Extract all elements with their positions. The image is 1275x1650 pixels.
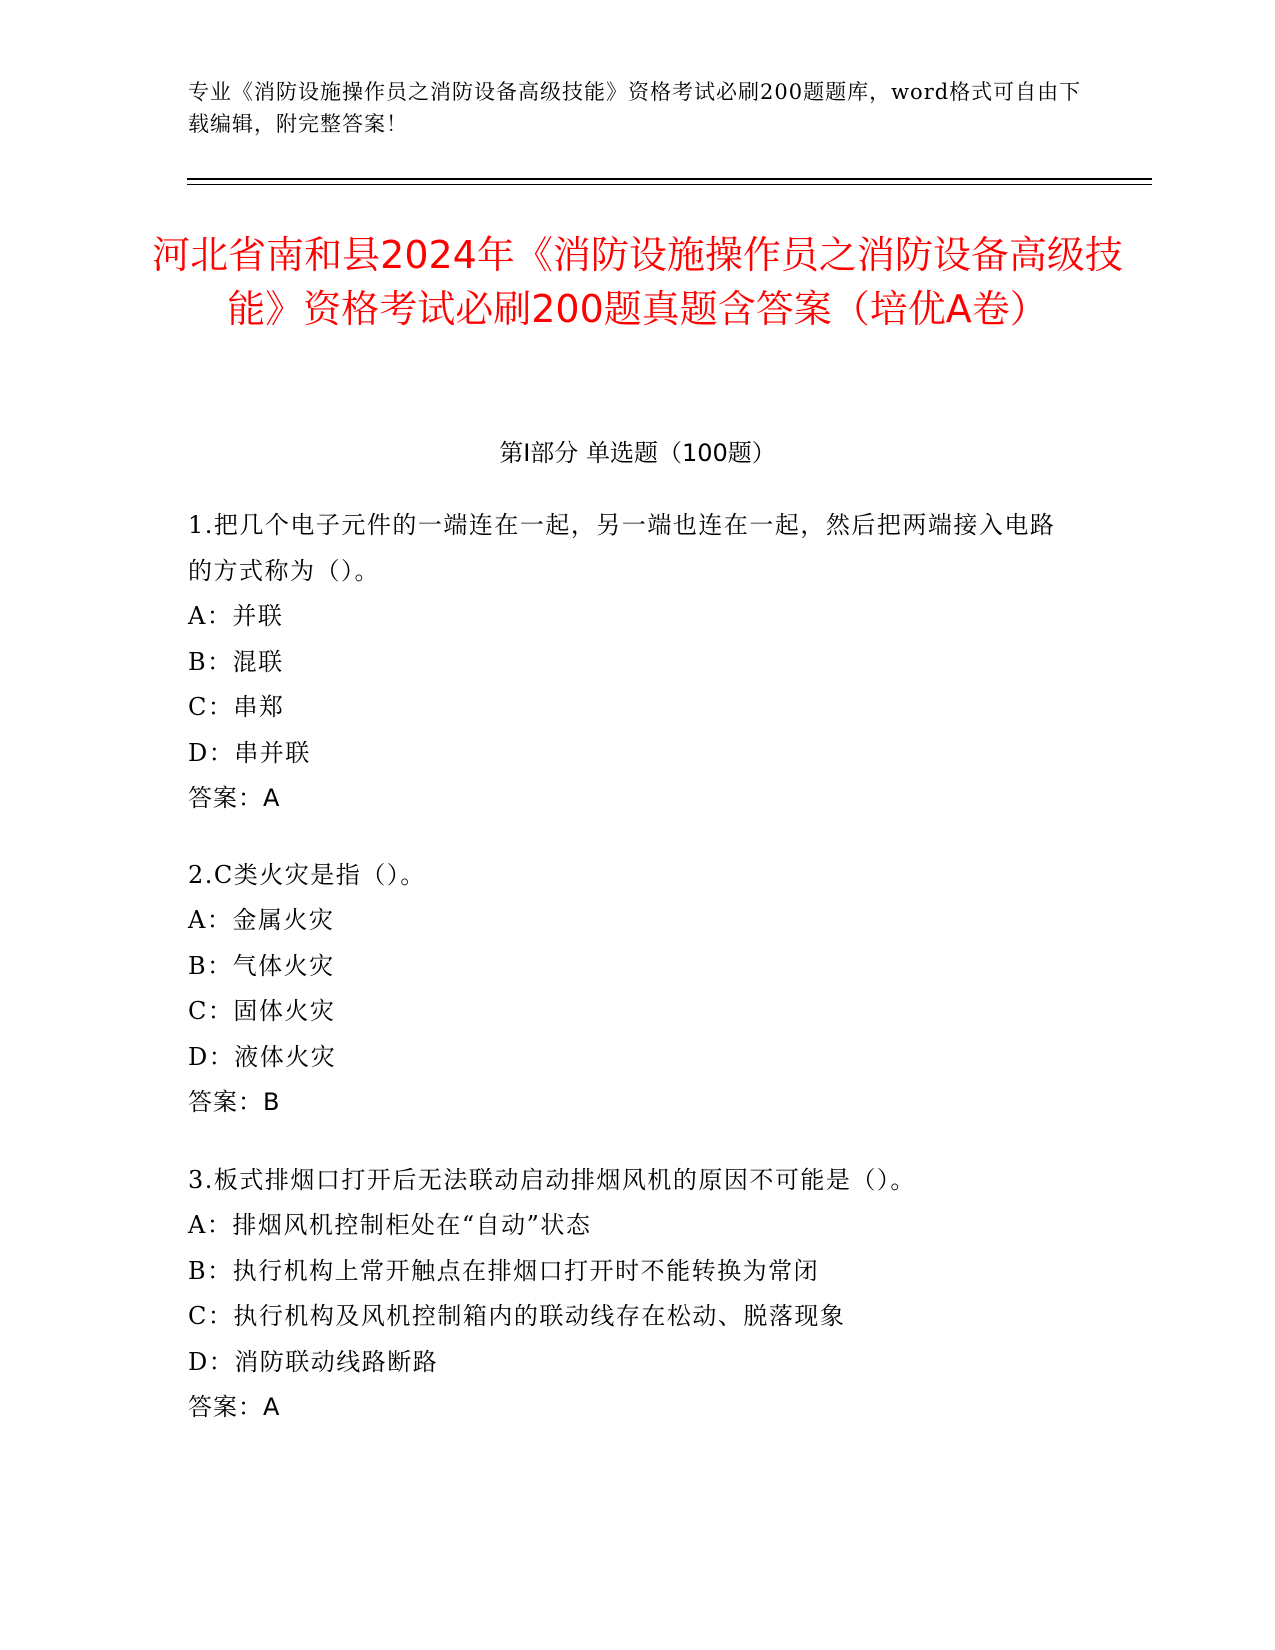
header-divider-thick <box>187 178 1152 180</box>
option-d: D：串并联 <box>188 738 311 767</box>
document-title: 河北省南和县2024年《消防设施操作员之消防设备高级技能》资格考试必刷200题真题含答案（培优A卷） <box>152 233 1123 331</box>
option-b: B：执行机构上常开触点在排烟口打开时不能转换为常闭 <box>188 1256 820 1285</box>
option-d: D：消防联动线路断路 <box>188 1347 439 1376</box>
option-c: C：执行机构及风机控制箱内的联动线存在松动、脱落现象 <box>188 1302 846 1330</box>
answer-line: 答案：B <box>188 1088 281 1116</box>
question-3 <box>188 1157 1068 1431</box>
option-b: B：气体火灾 <box>188 951 335 980</box>
question-stem: 3.板式排烟口打开后无法联动启动排烟风机的原因不可能是（）。 <box>188 1166 916 1194</box>
answer-line: 答案：A <box>188 784 281 812</box>
option-c: C：串郑 <box>188 693 285 721</box>
question-stem: 2.C类火灾是指（）。 <box>188 861 426 889</box>
question-stem: 1.把几个电子元件的一端连在一起，另一端也连在一起，然后把两端接入电路的方式称为（）。 <box>188 511 1056 585</box>
option-a: A：并联 <box>188 602 284 630</box>
answer-line: 答案：A <box>188 1393 281 1421</box>
option-d: D：液体火灾 <box>188 1042 337 1071</box>
option-c: C：固体火灾 <box>188 997 336 1025</box>
option-a: A：金属火灾 <box>188 906 335 934</box>
header-divider-thin <box>187 184 1152 185</box>
header-note: 专业《消防设施操作员之消防设备高级技能》资格考试必刷200题题库，word格式可自由下载编辑，附完整答案！ <box>188 80 1082 136</box>
option-a: A：排烟风机控制柜处在“自动”状态 <box>188 1211 592 1239</box>
question-2 <box>188 852 1068 1126</box>
question-1 <box>188 502 1068 822</box>
section-heading: 第Ⅰ部分 单选题（100题） <box>499 439 776 467</box>
option-b: B：混联 <box>188 647 284 676</box>
